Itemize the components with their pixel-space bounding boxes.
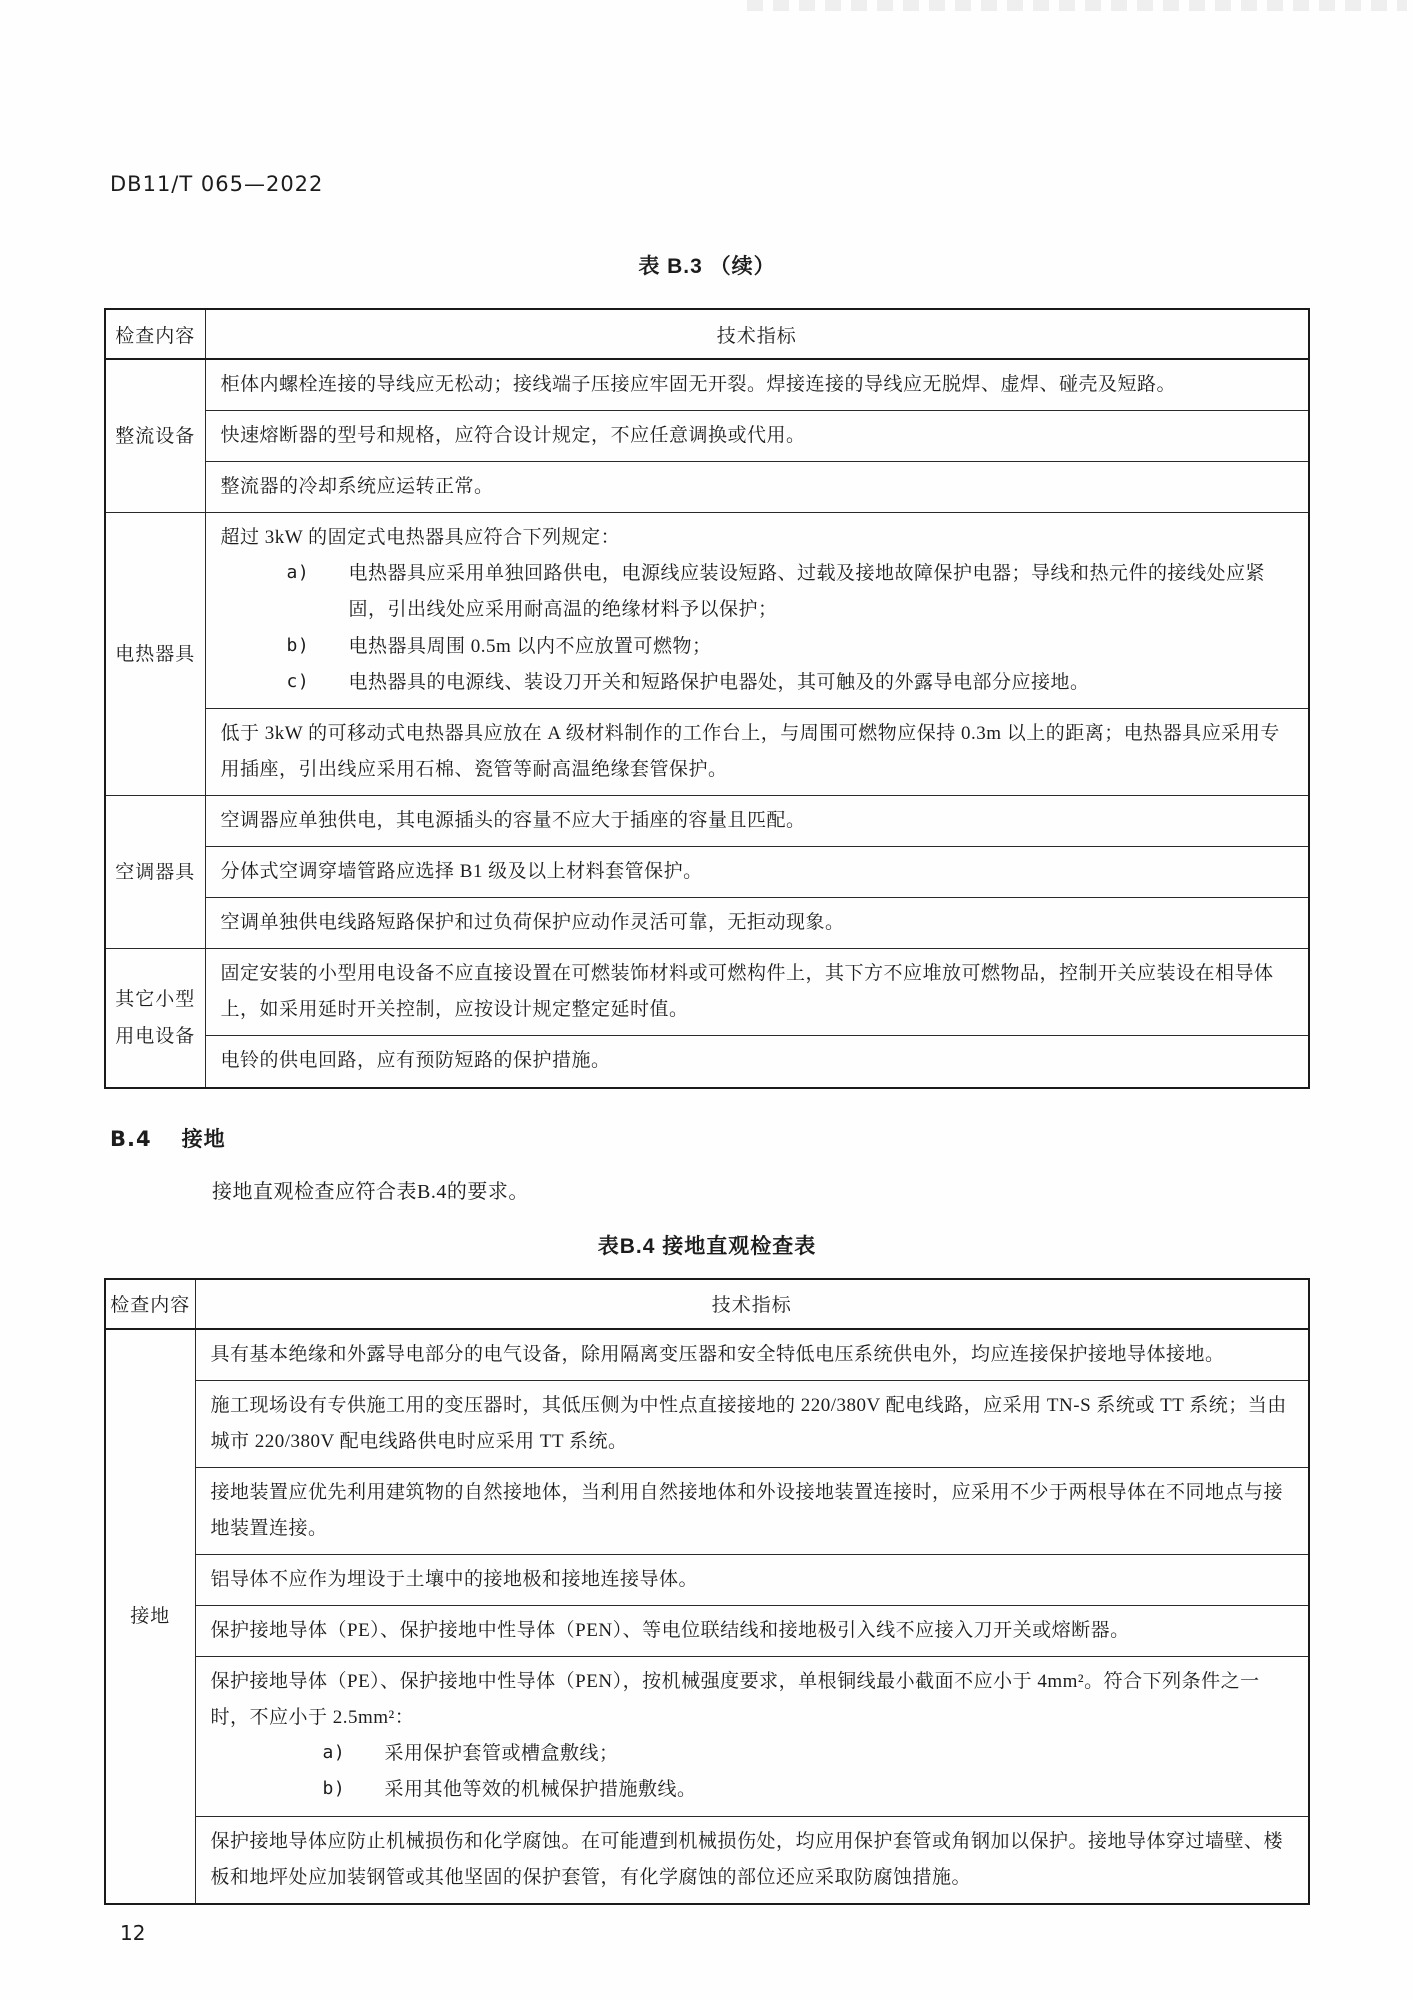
column-header-technical-indicator: 技术指标 [205,309,1309,359]
table-row [105,898,1309,949]
spec-cell [195,1657,1309,1816]
column-header-inspection-content: 检查内容 [105,309,205,359]
category-cell-air-conditioner: 空调器具 [105,795,205,948]
spec-text: 空调器应单独供电，其电源插头的容量不应大于插座的容量且匹配。 [220,809,806,831]
list-marker: c) [286,670,310,692]
spec-text: 施工现场设有专供施工用的变压器时，其低压侧为中性点直接接地的 220/380V 配电线路，应采用 TN-S 系统或 TT 系统；当由城市 220/380V 配电线路供电时应采用 TT 系统。 [210,1394,1287,1452]
table-row [105,795,1309,846]
spec-cell [205,462,1309,513]
table-row [105,1816,1309,1904]
table-b4-title: 表B.4 接地直观检查表 [597,1234,817,1258]
spec-cell [195,1606,1309,1657]
spec-text: 接地装置应优先利用建筑物的自然接地体，当利用自然接地体和外设接地装置连接时，应采用不少于两根导体在不同地点与接地装置连接。 [210,1481,1284,1539]
spec-cell [205,795,1309,846]
spec-intro: 保护接地导体（PE）、保护接地中性导体（PEN），按机械强度要求，单根铜线最小截面不应小于 4mm²。符合下列条件之一时，不应小于 2.5mm²： [210,1671,1260,1729]
table-row [105,708,1309,795]
standard-code: DB11/T 065—2022 [110,172,324,196]
section-title: 接地 [181,1127,226,1151]
list-text: 采用其他等效的机械保护措施敷线。 [384,1779,697,1801]
spec-text: 分体式空调穿墙管路应选择 B1 级及以上材料套管保护。 [220,861,703,883]
section-paragraph: 接地直观检查应符合表B.4的要求。 [212,1180,529,1203]
section-heading-b4 [110,1123,1413,1153]
spec-cell [205,847,1309,898]
spec-cell [205,708,1309,795]
table-row [105,359,1309,411]
category-cell-heating-appliance: 电热器具 [105,513,205,796]
column-header-technical-indicator: 技术指标 [195,1279,1309,1329]
spec-cell [205,359,1309,411]
table-row [105,1606,1309,1657]
table-b3-title: 表 B.3 （续） [638,255,776,278]
table-row [105,1036,1309,1088]
list-item [211,1736,1294,1772]
list-item [221,629,1294,665]
list-marker: b) [286,634,310,656]
table-row [105,1380,1309,1467]
spec-text: 空调单独供电线路短路保护和过负荷保护应动作灵活可靠，无拒动现象。 [220,912,845,934]
list-text: 电热器具的电源线、装设刀开关和短路保护电器处，其可触及的外露导电部分应接地。 [348,671,1090,693]
section-number: B.4 [110,1126,152,1151]
list-item [221,556,1294,628]
category-cell-rectifier: 整流设备 [105,359,205,513]
spec-text: 低于 3kW 的可移动式电热器具应放在 A 级材料制作的工作台上，与周围可燃物应保持 0.3m 以上的距离；电热器具应采用专用插座，引出线应采用石棉、瓷管等耐高温绝缘套管保护。 [220,722,1280,780]
spec-text: 固定安装的小型用电设备不应直接设置在可燃装饰材料或可燃构件上，其下方不应堆放可燃物品，控制开关应装设在相导体上，如采用延时开关控制，应按设计规定整定延时值。 [220,963,1274,1021]
table-row [105,411,1309,462]
table-row [105,1554,1309,1605]
table-row [105,513,1309,708]
spec-text: 整流器的冷却系统应运转正常。 [220,476,494,498]
spec-text: 具有基本绝缘和外露导电部分的电气设备，除用隔离变压器和安全特低电压系统供电外，均应连接保护接地导体接地。 [210,1343,1225,1365]
list-marker: b) [322,1778,346,1800]
spec-cell [195,1380,1309,1467]
list-text: 采用保护套管或槽盒敷线； [384,1743,619,1765]
spec-cell [205,411,1309,462]
spec-text: 快速熔断器的型号和规格，应符合设计规定，不应任意调换或代用。 [220,425,806,447]
spec-cell [195,1554,1309,1605]
spec-text: 柜体内螺栓连接的导线应无松动；接线端子压接应牢固无开裂。焊接连接的导线应无脱焊、虚焊、碰壳及短路。 [220,374,1177,395]
spec-intro: 超过 3kW 的固定式电热器具应符合下列规定： [220,527,621,549]
spec-text: 保护接地导体应防止机械损伤和化学腐蚀。在可能遭到机械损伤处，均应用保护套管或角钢加以保护。接地导体穿过墙壁、楼板和地坪处应加装钢管或其他坚固的保护套管，有化学腐蚀的部位还应采取防腐蚀措施。 [210,1830,1284,1888]
page-number: 12 [120,1920,146,1945]
list-item [211,1772,1294,1808]
spec-text: 保护接地导体（PE）、保护接地中性导体（PEN）、等电位联结线和接地极引入线不应接入刀开关或熔断器。 [210,1620,1130,1642]
spec-cell [205,949,1309,1036]
column-header-inspection-content: 检查内容 [105,1279,195,1329]
table-b3 [104,308,1310,1089]
table-header-row [105,309,1309,359]
category-cell-other-small-equipment: 其它小型用电设备 [105,949,205,1088]
spec-cell [205,898,1309,949]
table-row [105,847,1309,898]
list-text: 电热器具应采用单独回路供电，电源线应装设短路、过载及接地故障保护电器；导线和热元件的接线处应紧固，引出线处应采用耐高温的绝缘材料予以保护； [348,563,1266,621]
spec-cell [195,1467,1309,1554]
list-marker: a) [286,562,310,584]
table-row [105,1467,1309,1554]
spec-cell [195,1816,1309,1904]
spec-cell [205,1036,1309,1088]
table-row [105,949,1309,1036]
table-row [105,462,1309,513]
spec-text: 铝导体不应作为埋设于土壤中的接地极和接地连接导体。 [210,1568,699,1590]
spec-cell [205,513,1309,708]
list-item [221,665,1294,701]
table-header-row [105,1279,1309,1329]
table-b4 [104,1278,1310,1905]
scan-artifact [747,0,1407,11]
list-marker: a) [322,1742,346,1764]
category-cell-grounding: 接地 [105,1329,195,1904]
table-row [105,1329,1309,1381]
list-text: 电热器具周围 0.5m 以内不应放置可燃物； [348,635,712,657]
table-row [105,1657,1309,1816]
spec-text: 电铃的供电回路，应有预防短路的保护措施。 [220,1050,611,1072]
spec-cell [195,1329,1309,1381]
